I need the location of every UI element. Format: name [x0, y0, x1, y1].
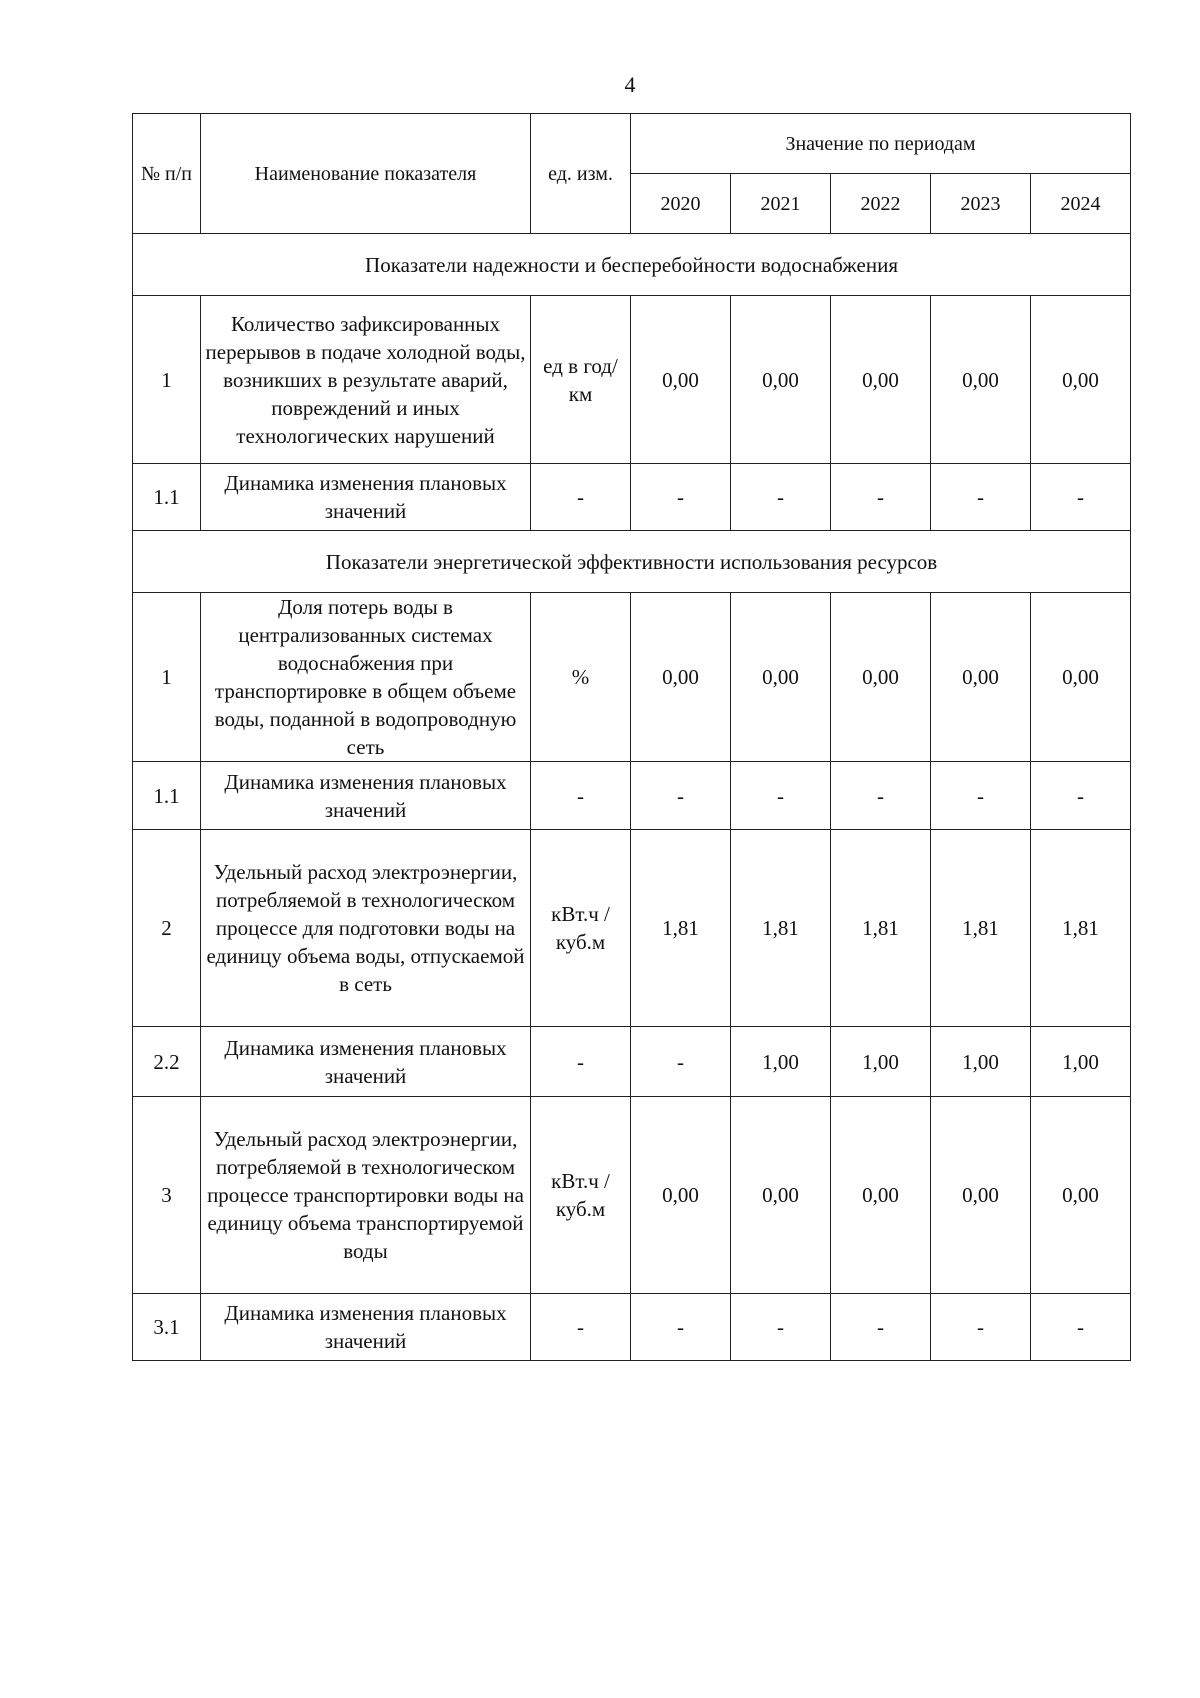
value-cell: -: [631, 1294, 731, 1361]
section-title: Показатели энергетической эффективности использования ресурсов: [133, 531, 1131, 593]
value-cell: 0,00: [731, 296, 831, 464]
value-cell: -: [731, 1294, 831, 1361]
value-cell: 0,00: [931, 1097, 1031, 1294]
row-number: 2.2: [133, 1027, 201, 1097]
indicator-name: Динамика изменения плановых значений: [201, 464, 531, 531]
value-cell: -: [631, 762, 731, 830]
row-number: 1.1: [133, 762, 201, 830]
indicator-name: Динамика изменения плановых значений: [201, 1294, 531, 1361]
indicator-name: Удельный расход электроэнергии, потребляемой в технологическом процессе для подготовки воды на единицу объема воды, отпускаемой в сеть: [201, 830, 531, 1027]
table-row: [133, 1294, 1131, 1361]
unit-cell: -: [531, 464, 631, 531]
table-row: [133, 464, 1131, 531]
value-cell: -: [931, 1294, 1031, 1361]
value-cell: 0,00: [631, 593, 731, 762]
header-row-top: [133, 114, 1131, 174]
value-cell: -: [1031, 1294, 1131, 1361]
value-cell: 0,00: [1031, 593, 1131, 762]
indicator-name: Доля потерь воды в централизованных системах водоснабжения при транспортировке в общем объеме воды, поданной в водопроводную сеть: [201, 593, 531, 762]
value-cell: -: [631, 464, 731, 531]
value-cell: 1,00: [931, 1027, 1031, 1097]
value-cell: -: [1031, 762, 1131, 830]
row-number: 1.1: [133, 464, 201, 531]
row-number: 1: [133, 296, 201, 464]
indicator-name: Динамика изменения плановых значений: [201, 1027, 531, 1097]
value-cell: 0,00: [631, 296, 731, 464]
header-year: 2020: [631, 174, 731, 234]
value-cell: 0,00: [1031, 1097, 1131, 1294]
page-number: 4: [624, 72, 636, 97]
value-cell: 0,00: [831, 593, 931, 762]
value-cell: 0,00: [731, 593, 831, 762]
table-row: [133, 296, 1131, 464]
indicator-name: Количество зафиксированных перерывов в подаче холодной воды, возникших в результате аварий, повреждений и иных технологических нарушений: [201, 296, 531, 464]
value-cell: -: [731, 762, 831, 830]
value-cell: -: [931, 762, 1031, 830]
unit-cell: кВт.ч / куб.м: [531, 1097, 631, 1294]
header-year: 2023: [931, 174, 1031, 234]
unit-cell: -: [531, 1027, 631, 1097]
indicators-table: [132, 113, 1131, 1361]
table-row: [133, 1027, 1131, 1097]
value-cell: 0,00: [831, 296, 931, 464]
table-row: [133, 1097, 1131, 1294]
section-row: [133, 531, 1131, 593]
value-cell: 1,81: [931, 830, 1031, 1027]
table-row: [133, 762, 1131, 830]
section-title: Показатели надежности и бесперебойности водоснабжения: [133, 234, 1131, 296]
value-cell: 1,81: [631, 830, 731, 1027]
value-cell: -: [931, 464, 1031, 531]
value-cell: 1,81: [831, 830, 931, 1027]
value-cell: -: [831, 1294, 931, 1361]
table-row: [133, 830, 1131, 1027]
table-row: [133, 593, 1131, 762]
value-cell: 0,00: [831, 1097, 931, 1294]
header-name: Наименование показателя: [201, 114, 531, 234]
header-year: 2022: [831, 174, 931, 234]
header-num: № п/п: [133, 114, 201, 234]
value-cell: -: [831, 762, 931, 830]
value-cell: 1,00: [731, 1027, 831, 1097]
value-cell: -: [1031, 464, 1131, 531]
header-year: 2024: [1031, 174, 1131, 234]
value-cell: 1,81: [1031, 830, 1131, 1027]
header-unit: ед. изм.: [531, 114, 631, 234]
table-body: [133, 234, 1131, 1361]
row-number: 2: [133, 830, 201, 1027]
value-cell: -: [831, 464, 931, 531]
unit-cell: кВт.ч / куб.м: [531, 830, 631, 1027]
value-cell: 0,00: [931, 593, 1031, 762]
indicator-name: Удельный расход электроэнергии, потребляемой в технологическом процессе транспортировки воды на единицу объема транспортируемой воды: [201, 1097, 531, 1294]
unit-cell: %: [531, 593, 631, 762]
value-cell: 1,81: [731, 830, 831, 1027]
unit-cell: ед в год/ км: [531, 296, 631, 464]
unit-cell: -: [531, 1294, 631, 1361]
row-number: 1: [133, 593, 201, 762]
unit-cell: -: [531, 762, 631, 830]
header-periods: Значение по периодам: [631, 114, 1131, 174]
row-number: 3: [133, 1097, 201, 1294]
value-cell: -: [631, 1027, 731, 1097]
value-cell: 1,00: [1031, 1027, 1131, 1097]
indicator-name: Динамика изменения плановых значений: [201, 762, 531, 830]
header-year: 2021: [731, 174, 831, 234]
value-cell: 0,00: [931, 296, 1031, 464]
value-cell: -: [731, 464, 831, 531]
value-cell: 1,00: [831, 1027, 931, 1097]
row-number: 3.1: [133, 1294, 201, 1361]
value-cell: 0,00: [731, 1097, 831, 1294]
value-cell: 0,00: [1031, 296, 1131, 464]
section-row: [133, 234, 1131, 296]
value-cell: 0,00: [631, 1097, 731, 1294]
